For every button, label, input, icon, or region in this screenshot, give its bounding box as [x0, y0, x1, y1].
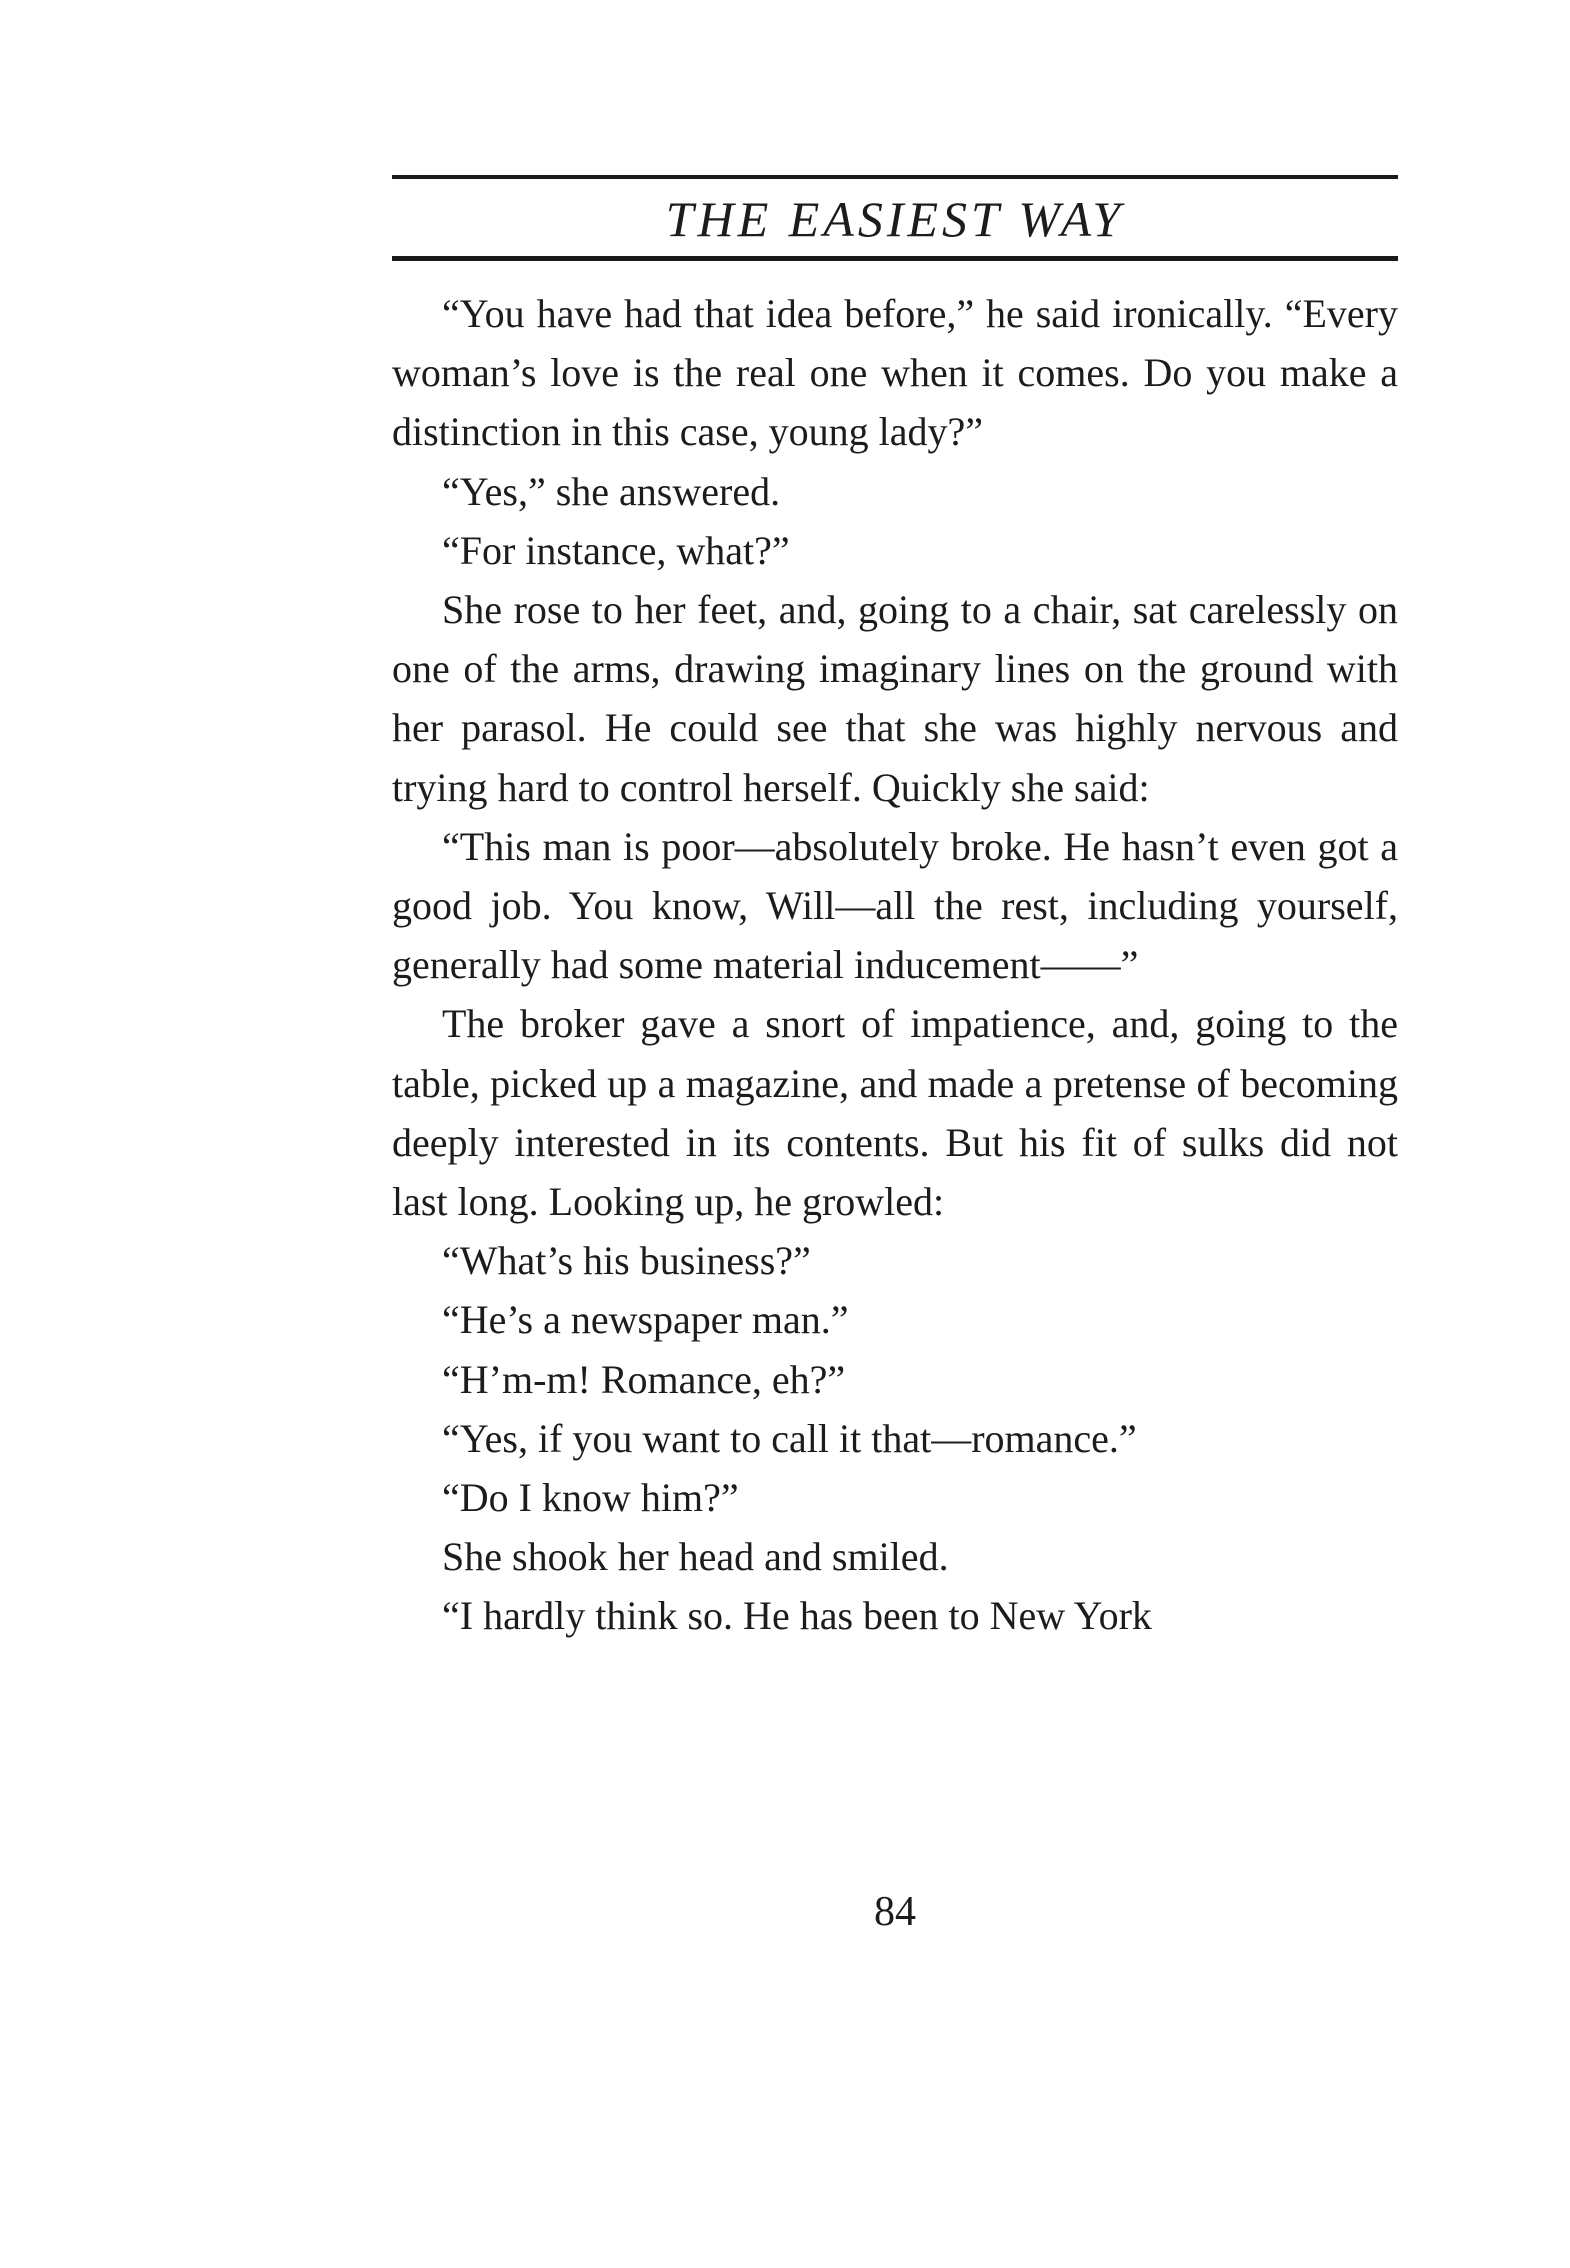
header-top-rule: [392, 175, 1398, 179]
paragraph: “Yes, if you want to call it that—romance.”: [442, 1415, 1137, 1461]
paragraph: The broker gave a snort of impatience, and, going to the table, picked up a magazine, and made a pretense of becoming deeply interested in its contents. But his fit of sulks did not last long. Looking up, he growled:: [392, 1001, 1398, 1225]
paragraph: She shook her head and smiled.: [442, 1534, 949, 1580]
paragraph: “Do I know him?”: [442, 1475, 739, 1521]
body-text: [392, 284, 1398, 1646]
paragraph: She rose to her feet, and, going to a chair, sat carelessly on one of the arms, drawing imaginary lines on the ground with her parasol. He could see that she was highly nervous and trying hard to control herself. Quickly she said:: [392, 587, 1398, 810]
page-number: 84: [874, 1889, 916, 1935]
paragraph: “I hardly think so. He has been to New York: [442, 1593, 1152, 1639]
paragraph: “You have had that idea before,” he said ironically. “Every woman’s love is the real one when it comes. Do you make a distinction in this case, young lady?”: [392, 291, 1398, 455]
running-title: THE EASIEST WAY: [665, 191, 1125, 247]
paragraph: “What’s his business?”: [442, 1238, 811, 1284]
paragraph: “H’m-m! Romance, eh?”: [442, 1356, 846, 1402]
paragraph: “Yes,” she answered.: [442, 468, 781, 514]
header-bottom-rule: [392, 256, 1398, 261]
paragraph: “He’s a newspaper man.”: [442, 1297, 849, 1343]
paragraph: “This man is poor—absolutely broke. He hasn’t even got a good job. You know, Will—all the rest, including yourself, generally had some material inducement——”: [392, 823, 1398, 988]
paragraph: “For instance, what?”: [442, 527, 790, 573]
